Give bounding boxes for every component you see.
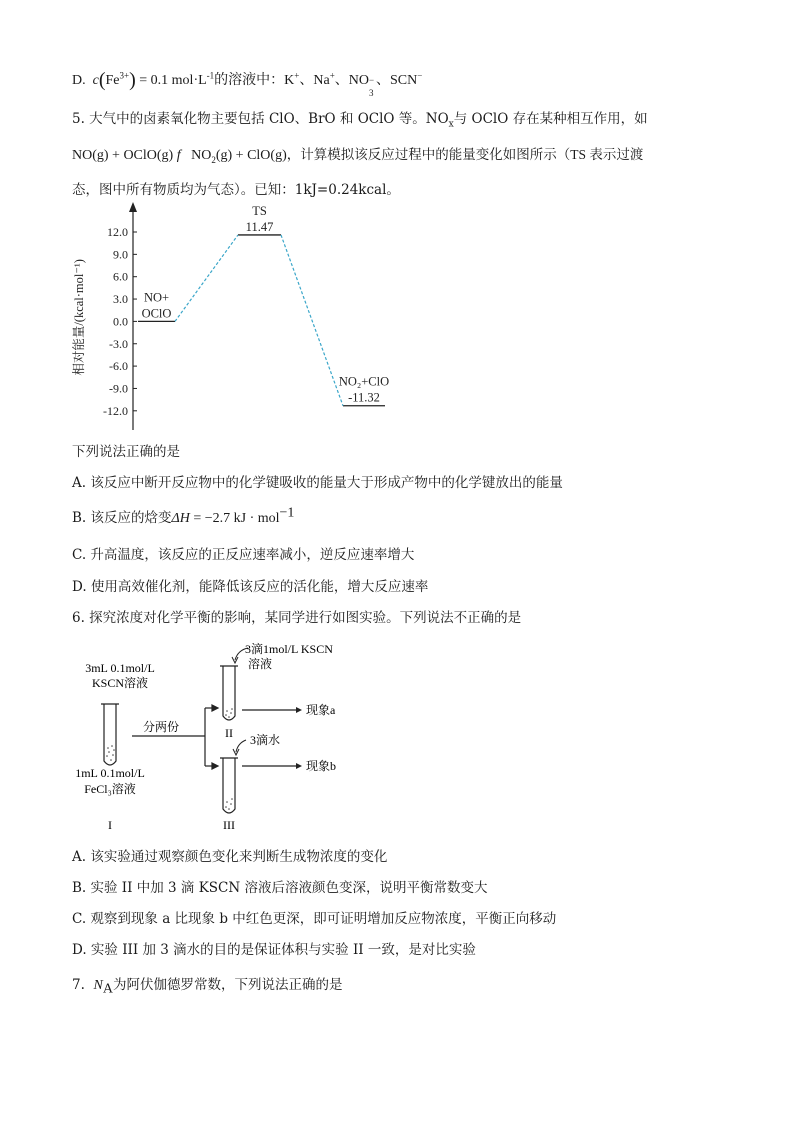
tube3-top-label: 3滴水 xyxy=(250,733,281,747)
y-axis-arrow xyxy=(129,202,137,212)
experiment-diagram xyxy=(60,636,400,836)
energy-diagram xyxy=(60,200,440,440)
tube3-roman: III xyxy=(223,818,235,832)
tube2-top-label-2: 溶液 xyxy=(248,657,273,671)
y-tick-label: 3.0 xyxy=(113,292,128,307)
tube3-result: 现象b xyxy=(306,759,337,773)
y-tick-label: -12.0 xyxy=(103,403,128,418)
q6-stem: 6. 探究浓度对化学平衡的影响，某同学进行如图实验。下列说法不正确的是 xyxy=(72,610,522,626)
energy-level-label-bottom: -11.32 xyxy=(348,390,380,405)
energy-connector xyxy=(175,235,238,321)
energy-level-label-bottom: 11.47 xyxy=(245,219,274,234)
y-tick-label: -6.0 xyxy=(109,359,128,374)
q5-stem-line1: 5. 大气中的卤素氧化物主要包括 ClO、BrO 和 OClO 等。$NO_x$与 OClO 存在某种相互作用，如 xyxy=(72,111,648,130)
tube1-roman: I xyxy=(108,818,112,832)
split-connector xyxy=(132,705,218,769)
test-tube-2 xyxy=(220,648,248,720)
tube1-bottom-label-1: 1mL 0.1mol/L xyxy=(75,766,145,780)
test-tube-1 xyxy=(101,704,119,765)
energy-level-label-top: TS xyxy=(252,203,267,218)
y-tick-label: -9.0 xyxy=(109,381,128,396)
y-tick-label: 9.0 xyxy=(113,247,128,262)
tube2-result: 现象a xyxy=(306,703,336,717)
reaction-equation: NO(g) + OClO(g) f $NO_2(g) + ClO(g)$ xyxy=(72,148,287,165)
tube1-top-label-2: KSCN溶液 xyxy=(91,676,149,690)
q5-option-d: D. 使用高效催化剂，能降低该反应的活化能，增大反应速率 xyxy=(72,579,429,595)
chart-root xyxy=(71,202,389,430)
split-label: 分两份 xyxy=(142,720,180,734)
q6-option-d: D. 实验 III 加 3 滴水的目的是保证体积与实验 II 一致，是对比实验 xyxy=(72,942,476,958)
y-tick-label: 0.0 xyxy=(113,314,128,329)
q7-stem: 7. $N_A$为阿伏伽德罗常数，下列说法正确的是 xyxy=(72,977,343,997)
energy-level-label-bottom: OClO xyxy=(141,306,172,321)
q5-stem-line3: 态，图中所有物质均为气态）。已知：1kJ=0.24kcal。 xyxy=(72,182,400,198)
tube1-bottom-label-2: FeCl₃溶液 xyxy=(84,782,136,796)
tube2-top-label-1: 3滴1mol/L KSCN xyxy=(245,642,333,656)
test-tube-3 xyxy=(220,740,246,813)
q4-option-d: D. $c(Fe^{3+}) = 0.1$ $mol\cdot L^{-1}$的溶液中：K+、Na+、NO − 3 、SCN− xyxy=(72,69,423,98)
q5-question: 下列说法正确的是 xyxy=(72,444,180,460)
y-axis-label: 相对能量/(kcal·mol⁻¹) xyxy=(72,259,86,376)
tube2-roman: II xyxy=(225,726,233,740)
y-tick-label: -3.0 xyxy=(109,336,128,351)
q6-option-b: B. 实验 II 中加 3 滴 KSCN 溶液后溶液颜色变深，说明平衡常数变大 xyxy=(72,880,488,896)
q5-option-a: A. 该反应中断开反应物中的化学键吸收的能量大于形成产物中的化学键放出的能量 xyxy=(72,475,563,491)
energy-level-label-top: NO₂+ClO xyxy=(338,374,390,389)
tube1-top-label-1: 3mL 0.1mol/L xyxy=(85,661,155,675)
y-tick-label: 6.0 xyxy=(113,269,128,284)
q5-option-b: B. 该反应的焓变ΔH = −2.7 kJ · mol$^{-1}$ xyxy=(72,505,295,526)
q5-stem-line2: NO(g) + OClO(g) f $NO_2(g) + ClO(g)$，计算模拟该反应过程中的能量变化如图所示（TS 表示过渡 xyxy=(72,147,644,165)
q6-option-a: A. 该实验通过观察颜色变化来判断生成物浓度的变化 xyxy=(72,849,388,865)
q5-option-c: C. 升高温度，该反应的正反应速率减小，逆反应速率增大 xyxy=(72,547,415,563)
q6-option-c: C. 观察到现象 a 比现象 b 中红色更深，即可证明增加反应物浓度，平衡正向移动 xyxy=(72,911,557,927)
energy-connector xyxy=(281,235,343,406)
y-tick-label: 12.0 xyxy=(107,225,128,239)
energy-level-label-top: NO+ xyxy=(143,290,170,305)
